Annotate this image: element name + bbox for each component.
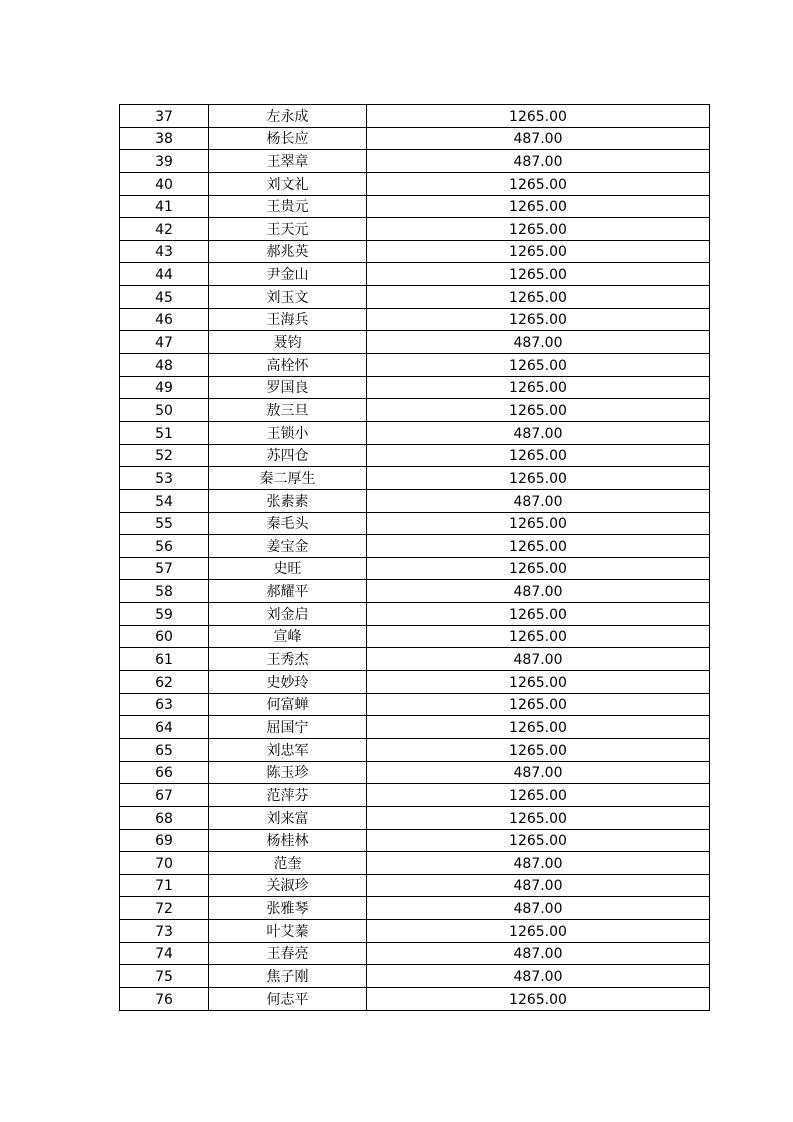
amount-cell: 1265.00 (367, 738, 710, 761)
name-cell: 郝耀平 (209, 580, 367, 603)
name-cell: 秦二厚生 (209, 467, 367, 490)
amount-cell: 1265.00 (367, 195, 710, 218)
name-cell: 刘金启 (209, 603, 367, 626)
row-number-cell: 66 (120, 761, 209, 784)
row-number-cell: 57 (120, 557, 209, 580)
row-number-cell: 44 (120, 263, 209, 286)
name-cell: 罗国良 (209, 376, 367, 399)
amount-cell: 1265.00 (367, 354, 710, 377)
name-cell: 焦子刚 (209, 965, 367, 988)
table-row (120, 172, 710, 195)
row-number-cell: 49 (120, 376, 209, 399)
row-number-cell: 52 (120, 444, 209, 467)
table-row (120, 784, 710, 807)
row-number-cell: 67 (120, 784, 209, 807)
row-number-cell: 62 (120, 671, 209, 694)
name-cell: 王翠章 (209, 150, 367, 173)
name-cell: 史妙玲 (209, 671, 367, 694)
row-number-cell: 46 (120, 308, 209, 331)
row-number-cell: 75 (120, 965, 209, 988)
row-number-cell: 55 (120, 512, 209, 535)
table-body (120, 105, 710, 1011)
amount-cell: 487.00 (367, 331, 710, 354)
amount-cell: 1265.00 (367, 784, 710, 807)
row-number-cell: 71 (120, 874, 209, 897)
table-row (120, 467, 710, 490)
name-cell: 杨长应 (209, 127, 367, 150)
amount-cell: 1265.00 (367, 987, 710, 1010)
amount-cell: 487.00 (367, 852, 710, 875)
amount-cell: 1265.00 (367, 716, 710, 739)
row-number-cell: 74 (120, 942, 209, 965)
row-number-cell: 68 (120, 806, 209, 829)
name-cell: 史旺 (209, 557, 367, 580)
table-row (120, 308, 710, 331)
row-number-cell: 43 (120, 240, 209, 263)
amount-cell: 1265.00 (367, 625, 710, 648)
name-cell: 宣峰 (209, 625, 367, 648)
name-cell: 刘文礼 (209, 172, 367, 195)
row-number-cell: 54 (120, 489, 209, 512)
name-cell: 左永成 (209, 105, 367, 128)
amount-cell: 1265.00 (367, 693, 710, 716)
name-cell: 王锁小 (209, 421, 367, 444)
row-number-cell: 53 (120, 467, 209, 490)
table-row (120, 965, 710, 988)
row-number-cell: 48 (120, 354, 209, 377)
amount-cell: 1265.00 (367, 603, 710, 626)
amount-cell: 1265.00 (367, 557, 710, 580)
table-row (120, 806, 710, 829)
table-row (120, 580, 710, 603)
amount-cell: 1265.00 (367, 218, 710, 241)
name-cell: 敖三旦 (209, 399, 367, 422)
table-row (120, 105, 710, 128)
row-number-cell: 61 (120, 648, 209, 671)
name-cell: 屈国宁 (209, 716, 367, 739)
amount-cell: 1265.00 (367, 671, 710, 694)
table-row (120, 399, 710, 422)
row-number-cell: 72 (120, 897, 209, 920)
table-row (120, 421, 710, 444)
table-row (120, 512, 710, 535)
table-row (120, 331, 710, 354)
row-number-cell: 69 (120, 829, 209, 852)
name-cell: 刘来富 (209, 806, 367, 829)
row-number-cell: 45 (120, 286, 209, 309)
row-number-cell: 64 (120, 716, 209, 739)
row-number-cell: 51 (120, 421, 209, 444)
table-row (120, 625, 710, 648)
amount-cell: 1265.00 (367, 399, 710, 422)
document-page (119, 104, 710, 1011)
amount-cell: 487.00 (367, 897, 710, 920)
amount-cell: 1265.00 (367, 263, 710, 286)
name-cell: 秦毛头 (209, 512, 367, 535)
amount-cell: 1265.00 (367, 172, 710, 195)
row-number-cell: 39 (120, 150, 209, 173)
table-row (120, 942, 710, 965)
amount-cell: 1265.00 (367, 376, 710, 399)
name-cell: 何富蝉 (209, 693, 367, 716)
amount-cell: 1265.00 (367, 920, 710, 943)
row-number-cell: 60 (120, 625, 209, 648)
amount-cell: 1265.00 (367, 444, 710, 467)
amount-cell: 487.00 (367, 127, 710, 150)
amount-cell: 487.00 (367, 874, 710, 897)
amount-cell: 487.00 (367, 580, 710, 603)
name-cell: 王春亮 (209, 942, 367, 965)
table-row (120, 240, 710, 263)
row-number-cell: 63 (120, 693, 209, 716)
name-cell: 郝兆英 (209, 240, 367, 263)
amount-cell: 487.00 (367, 489, 710, 512)
table-row (120, 987, 710, 1010)
name-cell: 苏四仓 (209, 444, 367, 467)
name-cell: 范奎 (209, 852, 367, 875)
row-number-cell: 40 (120, 172, 209, 195)
table-row (120, 218, 710, 241)
table-row (120, 354, 710, 377)
table-row (120, 263, 710, 286)
name-cell: 王天元 (209, 218, 367, 241)
name-cell: 关淑珍 (209, 874, 367, 897)
table-row (120, 716, 710, 739)
row-number-cell: 41 (120, 195, 209, 218)
name-cell: 杨桂林 (209, 829, 367, 852)
row-number-cell: 56 (120, 535, 209, 558)
amount-cell: 1265.00 (367, 467, 710, 490)
name-cell: 何志平 (209, 987, 367, 1010)
name-cell: 王海兵 (209, 308, 367, 331)
name-cell: 姜宝金 (209, 535, 367, 558)
table-row (120, 557, 710, 580)
table-row (120, 874, 710, 897)
table-row (120, 535, 710, 558)
table-row (120, 150, 710, 173)
amount-cell: 1265.00 (367, 240, 710, 263)
name-cell: 叶艾蓁 (209, 920, 367, 943)
name-cell: 尹金山 (209, 263, 367, 286)
name-cell: 王秀杰 (209, 648, 367, 671)
table-row (120, 897, 710, 920)
amount-cell: 487.00 (367, 942, 710, 965)
table-row (120, 761, 710, 784)
table-row (120, 489, 710, 512)
row-number-cell: 65 (120, 738, 209, 761)
amount-cell: 487.00 (367, 965, 710, 988)
table-row (120, 829, 710, 852)
name-cell: 刘忠军 (209, 738, 367, 761)
table-row (120, 444, 710, 467)
table-row (120, 376, 710, 399)
row-number-cell: 37 (120, 105, 209, 128)
amount-cell: 487.00 (367, 421, 710, 444)
row-number-cell: 50 (120, 399, 209, 422)
amount-cell: 1265.00 (367, 806, 710, 829)
table-row (120, 603, 710, 626)
amount-cell: 487.00 (367, 761, 710, 784)
amount-cell: 487.00 (367, 150, 710, 173)
amount-cell: 1265.00 (367, 105, 710, 128)
table-row (120, 127, 710, 150)
table-row (120, 195, 710, 218)
amount-cell: 1265.00 (367, 308, 710, 331)
name-cell: 刘玉文 (209, 286, 367, 309)
payment-table (119, 104, 710, 1011)
name-cell: 聂钧 (209, 331, 367, 354)
table-row (120, 286, 710, 309)
name-cell: 张素素 (209, 489, 367, 512)
amount-cell: 1265.00 (367, 535, 710, 558)
table-row (120, 852, 710, 875)
row-number-cell: 73 (120, 920, 209, 943)
name-cell: 陈玉珍 (209, 761, 367, 784)
amount-cell: 1265.00 (367, 286, 710, 309)
row-number-cell: 59 (120, 603, 209, 626)
row-number-cell: 47 (120, 331, 209, 354)
amount-cell: 1265.00 (367, 512, 710, 535)
table-row (120, 671, 710, 694)
name-cell: 高栓怀 (209, 354, 367, 377)
table-row (120, 648, 710, 671)
row-number-cell: 76 (120, 987, 209, 1010)
name-cell: 王贵元 (209, 195, 367, 218)
row-number-cell: 58 (120, 580, 209, 603)
table-row (120, 920, 710, 943)
table-row (120, 693, 710, 716)
row-number-cell: 42 (120, 218, 209, 241)
amount-cell: 1265.00 (367, 829, 710, 852)
table-row (120, 738, 710, 761)
name-cell: 范萍芬 (209, 784, 367, 807)
row-number-cell: 70 (120, 852, 209, 875)
amount-cell: 487.00 (367, 648, 710, 671)
name-cell: 张雅琴 (209, 897, 367, 920)
row-number-cell: 38 (120, 127, 209, 150)
